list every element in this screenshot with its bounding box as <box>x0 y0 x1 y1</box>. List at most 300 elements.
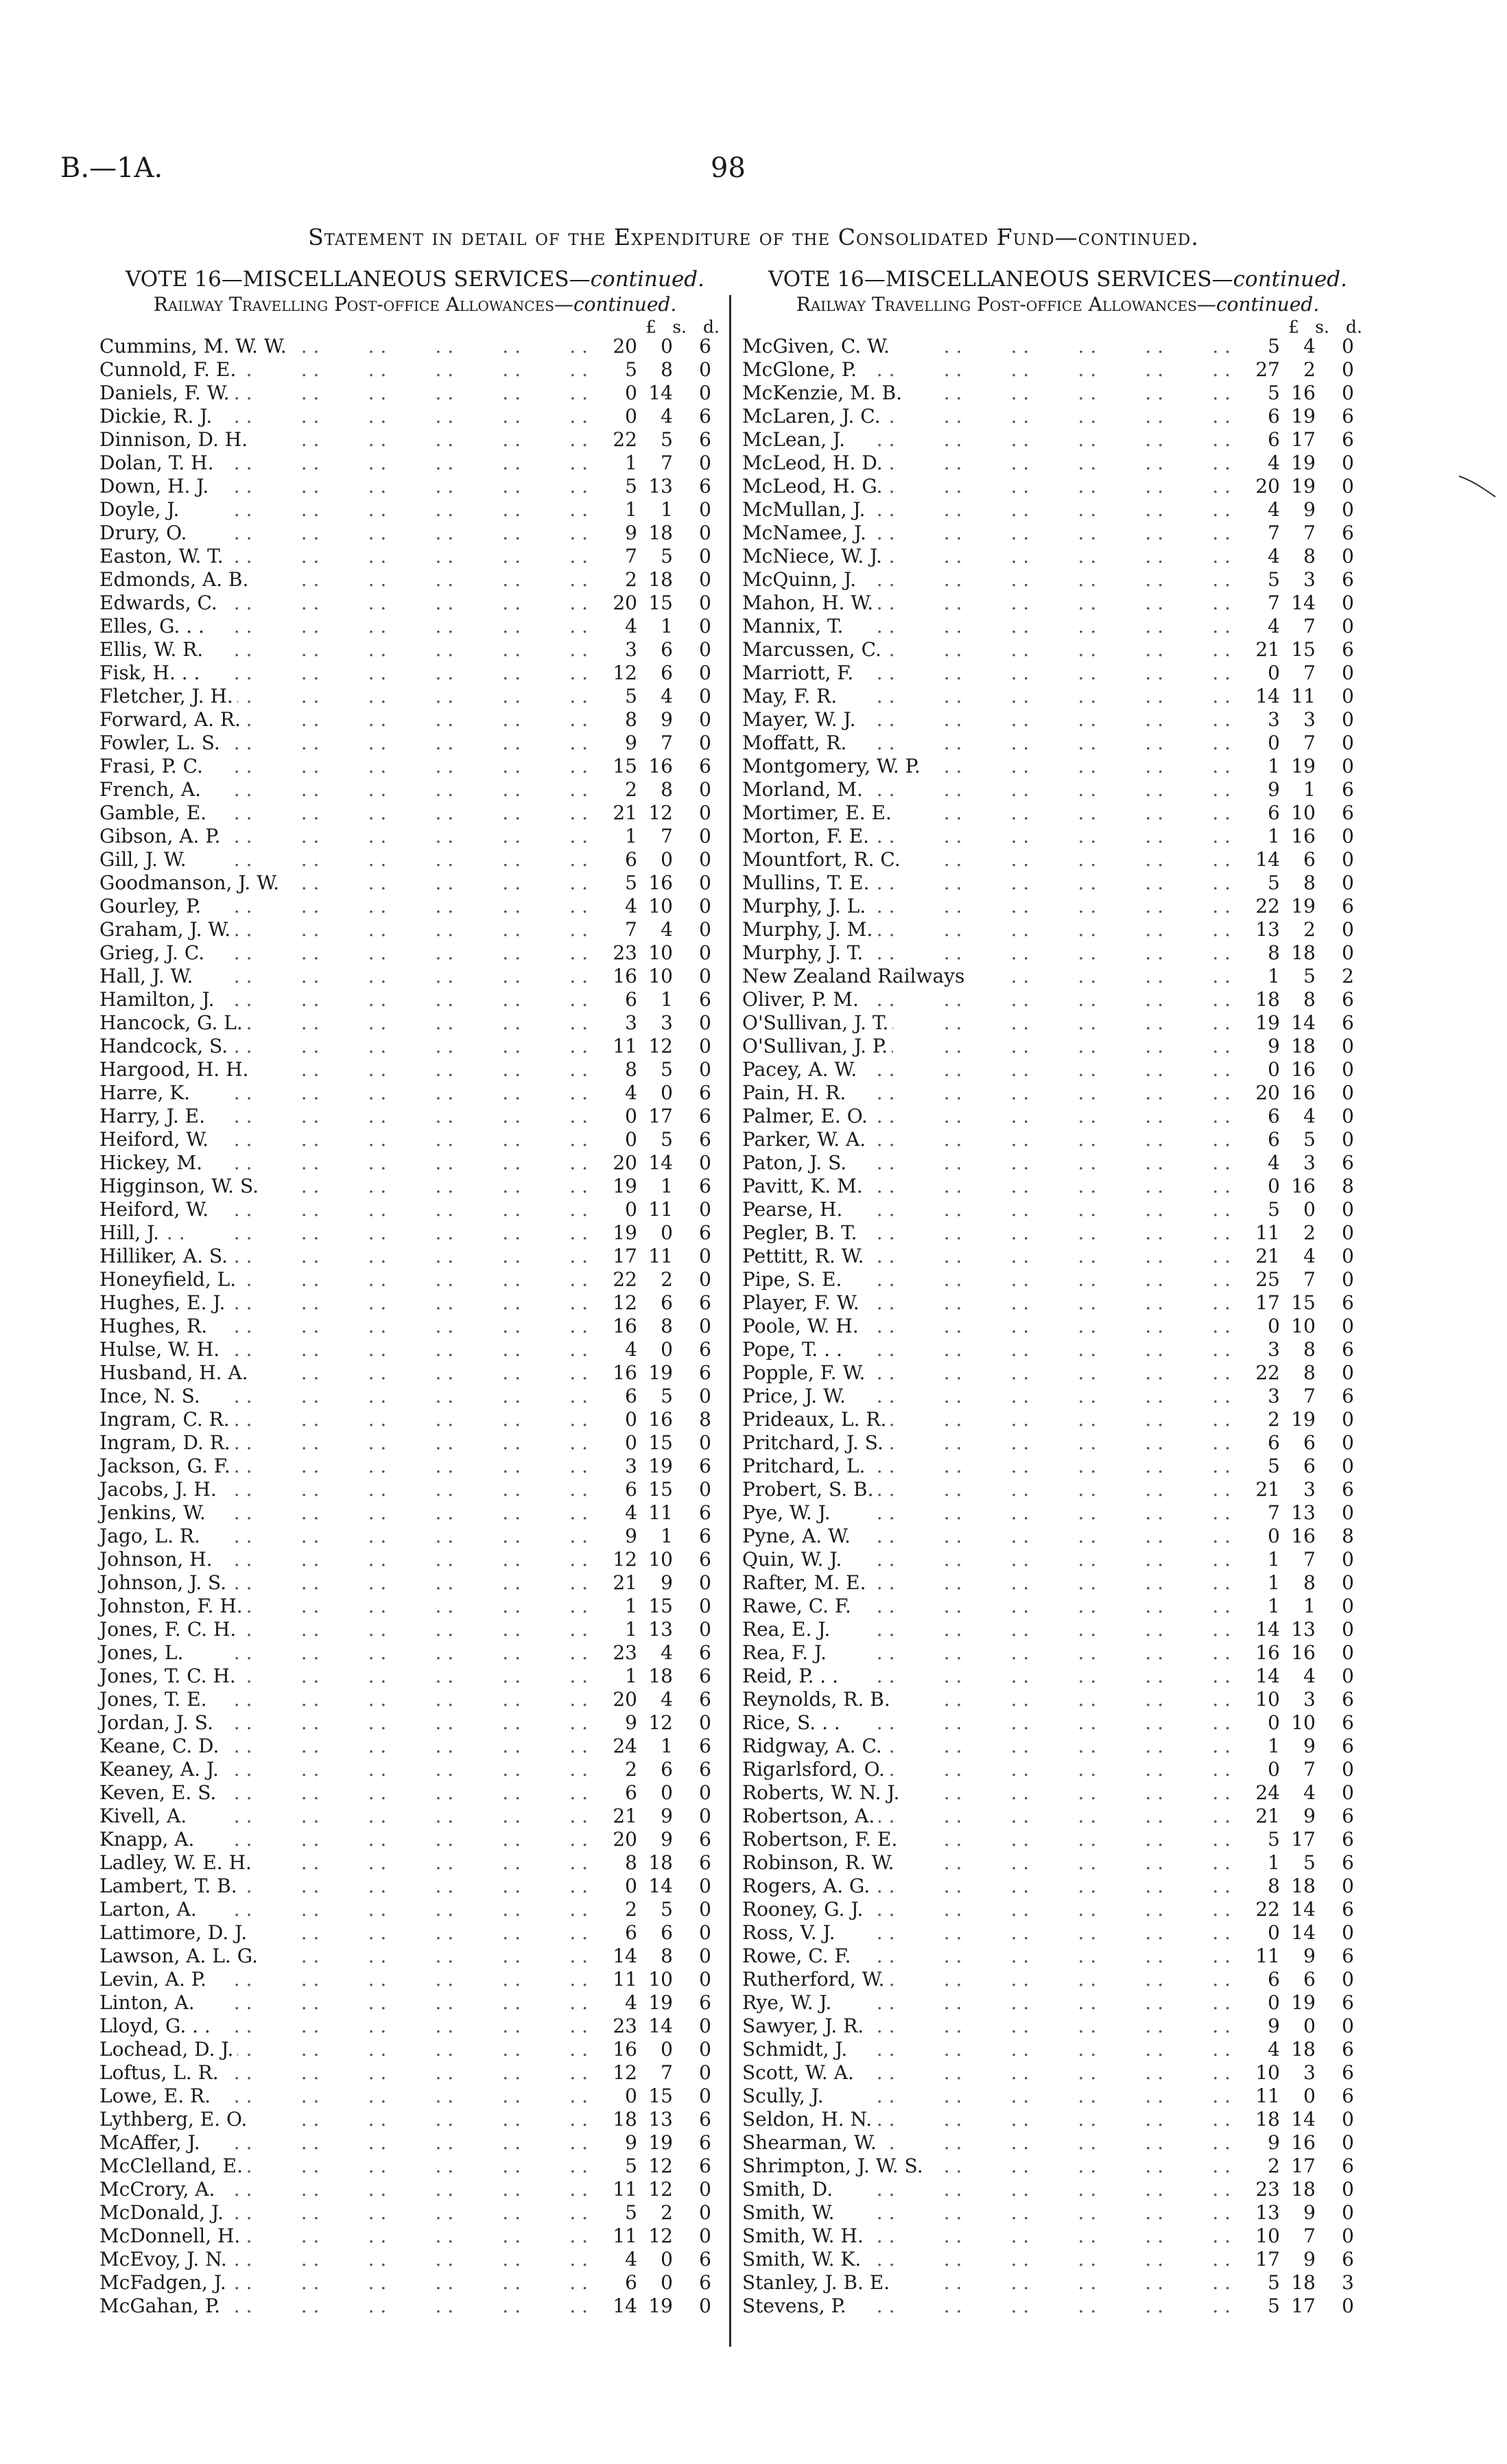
table-row <box>742 1478 1373 1501</box>
payee-name: Shrimpton, J. W. S. <box>742 2155 927 2178</box>
pence-value: 0 <box>699 2038 711 2061</box>
pence-value: 0 <box>1342 1198 1354 1221</box>
shillings-value: 0 <box>661 2248 673 2271</box>
shillings-value: 19 <box>648 1991 673 2014</box>
payee-name: Mayer, W. J. <box>742 708 860 731</box>
pounds-value: 0 <box>1268 1315 1280 1337</box>
pence-value: 0 <box>699 1595 711 1617</box>
payee-name: McNiece, W. J. <box>742 545 886 568</box>
payee-name: Mortimer, E. E. <box>742 801 896 825</box>
shillings-value: 8 <box>1303 545 1316 567</box>
shillings-value: 9 <box>1303 1945 1316 1967</box>
payee-name: Pegler, B. T. <box>742 1221 862 1245</box>
pounds-value: 21 <box>1255 1245 1280 1267</box>
table-row <box>742 1641 1373 1665</box>
shillings-value: 1 <box>1303 1595 1316 1617</box>
payee-name: Fowler, L. S. <box>99 731 224 755</box>
pence-value: 6 <box>1342 521 1354 544</box>
table-row <box>742 405 1373 428</box>
shillings-value: 17 <box>1291 1828 1316 1851</box>
pence-value: 0 <box>1342 1128 1354 1151</box>
table-row <box>99 1711 731 1735</box>
pounds-header: £ <box>1288 317 1299 337</box>
shillings-value: 15 <box>648 2085 673 2107</box>
pounds-value: 4 <box>625 615 637 637</box>
table-row <box>742 918 1373 941</box>
pence-value: 0 <box>1342 1221 1354 1244</box>
pence-value: 6 <box>699 2131 711 2154</box>
sub-heading-text: Railway Travelling Post-office Allowances— <box>153 293 573 316</box>
pounds-value: 22 <box>1255 1898 1280 1921</box>
pounds-value: 5 <box>625 358 637 381</box>
page-number: 98 <box>711 152 746 184</box>
pence-value: 0 <box>699 545 711 567</box>
pence-value: 0 <box>1342 848 1354 871</box>
table-row <box>742 1291 1373 1315</box>
shillings-value: 15 <box>648 1478 673 1501</box>
pounds-value: 5 <box>1268 1198 1280 1221</box>
payee-name: Fisk, H. . . <box>99 661 204 685</box>
money-header <box>99 317 731 335</box>
page-reference: B.—1A. <box>60 152 163 184</box>
payee-name: Hulse, W. H. <box>99 1338 224 1361</box>
pounds-value: 24 <box>613 1735 637 1757</box>
pounds-value: 5 <box>1268 335 1280 357</box>
pounds-value: 7 <box>1268 521 1280 544</box>
shillings-value: 7 <box>1303 1548 1316 1571</box>
payee-name: Lochead, D. J. <box>99 2038 237 2061</box>
table-row <box>742 2248 1373 2271</box>
payee-name: Pipe, S. E. <box>742 1268 846 1291</box>
shillings-value: 6 <box>661 638 673 661</box>
pence-value: 6 <box>1342 1898 1354 1921</box>
shillings-value: 10 <box>1291 801 1316 824</box>
shillings-value: 6 <box>1303 1455 1316 1477</box>
pence-value: 6 <box>699 2271 711 2294</box>
pence-value: 6 <box>699 1338 711 1361</box>
pounds-value: 0 <box>625 1198 637 1221</box>
payee-name: Murphy, J. L. <box>742 895 870 918</box>
pence-value: 0 <box>699 1058 711 1081</box>
pence-value: 6 <box>1342 2248 1354 2271</box>
table-row <box>99 1665 731 1688</box>
pounds-value: 0 <box>1268 1175 1280 1197</box>
pence-value: 0 <box>1342 941 1354 964</box>
payee-name: Gibson, A. P. <box>99 825 224 848</box>
table-row <box>742 2085 1373 2108</box>
pence-value: 6 <box>699 1501 711 1524</box>
shillings-value: 19 <box>1291 451 1316 474</box>
pence-value: 6 <box>699 1851 711 1874</box>
pence-value: 0 <box>1342 1641 1354 1664</box>
shillings-value: 6 <box>1303 848 1316 871</box>
pence-value: 0 <box>1342 1665 1354 1687</box>
pence-value: 0 <box>699 1268 711 1291</box>
pounds-value: 3 <box>625 1455 637 1477</box>
pounds-value: 10 <box>1255 2225 1280 2247</box>
payee-name: Ince, N. S. <box>99 1385 204 1408</box>
pounds-value: 6 <box>1268 1968 1280 1991</box>
payee-name: Rowe, C. F. <box>742 1945 855 1968</box>
table-row <box>742 521 1373 545</box>
pence-value: 0 <box>1342 1431 1354 1454</box>
pounds-value: 16 <box>613 1315 637 1337</box>
shillings-value: 11 <box>648 1198 673 1221</box>
pence-value: 0 <box>1342 591 1354 614</box>
pence-value: 0 <box>699 1921 711 1944</box>
pounds-value: 6 <box>1268 405 1280 427</box>
pence-value: 0 <box>699 1618 711 1641</box>
pounds-value: 9 <box>1268 778 1280 801</box>
payee-name: McLean, J. <box>742 428 849 451</box>
table-row <box>742 1828 1373 1851</box>
table-row <box>742 1175 1373 1198</box>
pence-value: 6 <box>699 475 711 497</box>
shillings-value: 10 <box>648 895 673 917</box>
pounds-value: 23 <box>613 941 637 964</box>
shillings-value: 2 <box>661 2201 673 2224</box>
pence-value: 3 <box>1342 2271 1354 2294</box>
payee-name: Higginson, W. S. <box>99 1175 263 1198</box>
pounds-value: 0 <box>1268 1758 1280 1781</box>
shillings-value: 1 <box>661 988 673 1011</box>
payee-name: Lowe, E. R. <box>99 2085 215 2108</box>
shillings-value: 19 <box>1291 405 1316 427</box>
pounds-value: 13 <box>1255 918 1280 941</box>
pence-value: 0 <box>1342 451 1354 474</box>
shillings-value: 19 <box>648 1455 673 1477</box>
pounds-value: 16 <box>1255 1641 1280 1664</box>
pence-value: 0 <box>699 358 711 381</box>
shillings-header: s. <box>1315 317 1329 337</box>
pence-value: 0 <box>699 2061 711 2084</box>
pounds-value: 0 <box>1268 1525 1280 1547</box>
payee-name: Keane, C. D. <box>99 1735 223 1758</box>
pounds-value: 4 <box>1268 615 1280 637</box>
table-row <box>742 615 1373 638</box>
payee-name: Rogers, A. G. <box>742 1875 874 1898</box>
pence-value: 0 <box>699 918 711 941</box>
payee-name: Dinnison, D. H. <box>99 428 252 451</box>
shillings-value: 18 <box>648 1665 673 1687</box>
pence-value: 0 <box>1342 382 1354 404</box>
pounds-value: 17 <box>1255 1291 1280 1314</box>
shillings-value: 8 <box>1303 1571 1316 1594</box>
pounds-value: 20 <box>613 335 637 357</box>
payee-name: Doyle, J. <box>99 498 183 521</box>
table-row <box>99 358 731 382</box>
pence-value: 0 <box>699 451 711 474</box>
pence-value: 6 <box>1342 568 1354 591</box>
pounds-value: 19 <box>1255 1011 1280 1034</box>
table-row <box>99 895 731 918</box>
table-row <box>742 708 1373 731</box>
shillings-value: 0 <box>661 2038 673 2061</box>
leader-dots <box>99 1221 607 1245</box>
payee-name: Scott, W. A. <box>742 2061 858 2085</box>
payee-name: Quin, W. J. <box>742 1548 846 1571</box>
pounds-value: 1 <box>1268 1851 1280 1874</box>
payee-name: Hilliker, A. S. <box>99 1245 232 1268</box>
pounds-value: 12 <box>613 2061 637 2084</box>
pence-value: 0 <box>1342 685 1354 707</box>
pounds-value: 10 <box>1255 2061 1280 2084</box>
table-row <box>99 988 731 1011</box>
table-row <box>742 1921 1373 1945</box>
payee-name: Down, H. J. <box>99 475 213 498</box>
payee-name: McLaren, J. C. <box>742 405 885 428</box>
pounds-value: 22 <box>613 1268 637 1291</box>
pence-value: 0 <box>699 895 711 917</box>
payee-name: Marriott, F. <box>742 661 857 685</box>
table-row <box>99 1431 731 1455</box>
payee-name: McAffer, J. <box>99 2131 204 2155</box>
table-row <box>742 1035 1373 1058</box>
payee-name: Schmidt, J. <box>742 2038 851 2061</box>
payee-name: McCrory, A. <box>99 2178 219 2201</box>
shillings-value: 8 <box>1303 988 1316 1011</box>
payee-name: Shearman, W. <box>742 2131 881 2155</box>
pence-value: 0 <box>699 1151 711 1174</box>
shillings-value: 9 <box>661 1805 673 1827</box>
shillings-value: 0 <box>661 1081 673 1104</box>
table-row <box>99 2225 731 2248</box>
payee-name: Johnson, H. <box>99 1548 217 1571</box>
shillings-value: 14 <box>1291 1011 1316 1034</box>
pence-value: 0 <box>1342 2015 1354 2037</box>
shillings-value: 8 <box>661 1315 673 1337</box>
shillings-value: 6 <box>661 1291 673 1314</box>
pounds-value: 9 <box>1268 2131 1280 2154</box>
shillings-value: 18 <box>648 568 673 591</box>
table-row <box>742 382 1373 405</box>
pence-value: 6 <box>1342 1688 1354 1711</box>
table-row <box>742 1431 1373 1455</box>
pounds-value: 16 <box>613 2038 637 2061</box>
shillings-value: 7 <box>1303 661 1316 684</box>
pounds-value: 0 <box>1268 1991 1280 2014</box>
pence-value: 0 <box>1342 1781 1354 1804</box>
shillings-value: 13 <box>648 1618 673 1641</box>
shillings-value: 4 <box>661 1641 673 1664</box>
payee-name: Hickey, M. <box>99 1151 206 1175</box>
pence-value: 0 <box>699 498 711 521</box>
pounds-value: 17 <box>1255 2248 1280 2271</box>
shillings-value: 6 <box>1303 1431 1316 1454</box>
shillings-value: 18 <box>1291 2038 1316 2061</box>
pence-value: 6 <box>1342 428 1354 451</box>
payee-name: Jones, F. C. H. <box>99 1618 240 1641</box>
pence-value: 6 <box>699 335 711 357</box>
pounds-value: 23 <box>613 2015 637 2037</box>
pence-value: 8 <box>1342 1175 1354 1197</box>
pounds-header: £ <box>645 317 656 337</box>
table-row <box>99 1758 731 1781</box>
pence-value: 0 <box>1342 2131 1354 2154</box>
pence-value: 6 <box>699 1688 711 1711</box>
statement-title: Statement in detail of the Expenditure of the Consolidated Fund—continued. <box>308 224 1199 250</box>
pounds-value: 0 <box>625 1128 637 1151</box>
shillings-value: 0 <box>661 1781 673 1804</box>
payee-name: Keaney, A. J. <box>99 1758 223 1781</box>
payee-name: Jones, T. C. H. <box>99 1665 240 1688</box>
shillings-value: 6 <box>661 1758 673 1781</box>
payee-name: Rafter, M. E. <box>742 1571 870 1595</box>
shillings-value: 14 <box>648 1875 673 1897</box>
shillings-value: 7 <box>1303 2225 1316 2247</box>
shillings-value: 17 <box>1291 428 1316 451</box>
right-column <box>742 266 1373 2318</box>
shillings-value: 9 <box>1303 1735 1316 1757</box>
payee-name: Sawyer, J. R. <box>742 2015 868 2038</box>
payee-name: Roberts, W. N. J. <box>742 1781 903 1805</box>
payee-name: Smith, W. H. <box>742 2225 868 2248</box>
payee-name: Probert, S. B. <box>742 1478 877 1501</box>
pounds-value: 2 <box>1268 1408 1280 1431</box>
shillings-value: 6 <box>1303 1968 1316 1991</box>
payee-name: Morland, M. <box>742 778 867 801</box>
table-row <box>99 1968 731 1991</box>
payee-name: Pyne, A. W. <box>742 1525 855 1548</box>
pence-value: 0 <box>1342 1921 1354 1944</box>
pounds-value: 0 <box>625 382 637 404</box>
pounds-value: 12 <box>613 661 637 684</box>
pounds-value: 5 <box>1268 1828 1280 1851</box>
shillings-value: 16 <box>1291 382 1316 404</box>
shillings-value: 13 <box>1291 1618 1316 1641</box>
pence-value: 0 <box>699 1385 711 1407</box>
table-row <box>742 1268 1373 1291</box>
payee-name: O'Sullivan, J. P. <box>742 1035 892 1058</box>
pounds-value: 0 <box>625 2085 637 2107</box>
pence-value: 0 <box>1342 2295 1354 2317</box>
table-row <box>99 475 731 498</box>
shillings-value: 19 <box>1291 475 1316 497</box>
pounds-value: 5 <box>1268 1455 1280 1477</box>
table-row <box>742 2271 1373 2295</box>
pence-value: 6 <box>699 1128 711 1151</box>
table-row <box>99 335 731 358</box>
payee-name: Popple, F. W. <box>742 1361 869 1385</box>
pounds-value: 18 <box>1255 988 1280 1011</box>
shillings-value: 12 <box>648 1035 673 1057</box>
payee-name: McFadgen, J. <box>99 2271 230 2295</box>
table-row <box>742 1011 1373 1035</box>
table-row <box>99 1175 731 1198</box>
table-row <box>742 1875 1373 1898</box>
pence-value: 0 <box>699 1571 711 1594</box>
pounds-value: 9 <box>625 2131 637 2154</box>
shillings-value: 14 <box>1291 1921 1316 1944</box>
shillings-value: 13 <box>648 475 673 497</box>
pence-value: 6 <box>1342 988 1354 1011</box>
pounds-value: 4 <box>1268 545 1280 567</box>
pence-value: 0 <box>699 871 711 894</box>
payee-name: Smith, D. <box>742 2178 837 2201</box>
payee-name: Oliver, P. M. <box>742 988 863 1011</box>
pounds-value: 2 <box>625 568 637 591</box>
payee-name: Daniels, F. W. <box>99 382 233 405</box>
pounds-value: 5 <box>1268 2295 1280 2317</box>
table-row <box>99 591 731 615</box>
table-row <box>742 778 1373 801</box>
payee-name: Ingram, D. R. <box>99 1431 235 1455</box>
pounds-value: 3 <box>625 1011 637 1034</box>
table-row <box>99 1315 731 1338</box>
shillings-value: 8 <box>661 1945 673 1967</box>
table-row <box>99 2015 731 2038</box>
pounds-value: 9 <box>625 521 637 544</box>
table-row <box>742 1898 1373 1921</box>
shillings-value: 12 <box>648 2155 673 2177</box>
table-row <box>742 1315 1373 1338</box>
shillings-value: 2 <box>1303 358 1316 381</box>
pence-value: 0 <box>699 825 711 847</box>
shillings-value: 1 <box>661 1525 673 1547</box>
shillings-value: 9 <box>1303 498 1316 521</box>
pence-value: 6 <box>699 1758 711 1781</box>
table-row <box>99 825 731 848</box>
shillings-value: 10 <box>1291 1315 1316 1337</box>
shillings-value: 10 <box>648 965 673 987</box>
pounds-value: 21 <box>613 801 637 824</box>
table-row <box>99 1898 731 1921</box>
pounds-value: 14 <box>613 1945 637 1967</box>
pence-value: 0 <box>699 1011 711 1034</box>
shillings-value: 14 <box>648 2015 673 2037</box>
pence-value: 6 <box>1342 1945 1354 1967</box>
pounds-value: 13 <box>1255 2201 1280 2224</box>
payee-name: Poole, W. H. <box>742 1315 863 1338</box>
payee-name: Fletcher, J. H. <box>99 685 237 708</box>
shillings-value: 15 <box>648 591 673 614</box>
table-row <box>742 871 1373 895</box>
pence-value: 6 <box>699 1081 711 1104</box>
pence-value: 0 <box>699 1035 711 1057</box>
pounds-value: 3 <box>625 638 637 661</box>
table-row <box>99 638 731 661</box>
table-row <box>99 545 731 568</box>
pence-value: 6 <box>699 2108 711 2131</box>
pence-value: 0 <box>699 521 711 544</box>
pence-value: 0 <box>1342 1035 1354 1057</box>
payee-name: Jones, L. <box>99 1641 187 1665</box>
payee-name: Ellis, W. R. <box>99 638 207 661</box>
payee-name: Harre, K. <box>99 1081 194 1105</box>
shillings-value: 9 <box>1303 2248 1316 2271</box>
table-row <box>99 848 731 871</box>
pounds-value: 4 <box>625 895 637 917</box>
table-row <box>99 1595 731 1618</box>
table-row <box>99 2201 731 2225</box>
pence-value: 0 <box>1342 1408 1354 1431</box>
shillings-value: 12 <box>648 2178 673 2201</box>
shillings-value: 4 <box>661 685 673 707</box>
table-row <box>742 1221 1373 1245</box>
pence-value: 6 <box>699 1105 711 1127</box>
table-row <box>742 1525 1373 1548</box>
pounds-value: 4 <box>625 1338 637 1361</box>
pence-value: 6 <box>699 1525 711 1547</box>
shillings-value: 3 <box>661 1011 673 1034</box>
shillings-value: 0 <box>661 1338 673 1361</box>
pence-value: 0 <box>1342 545 1354 567</box>
table-row <box>99 778 731 801</box>
pence-value: 0 <box>1342 731 1354 754</box>
pence-value: 0 <box>1342 615 1354 637</box>
table-row <box>742 1758 1373 1781</box>
table-row <box>99 1081 731 1105</box>
